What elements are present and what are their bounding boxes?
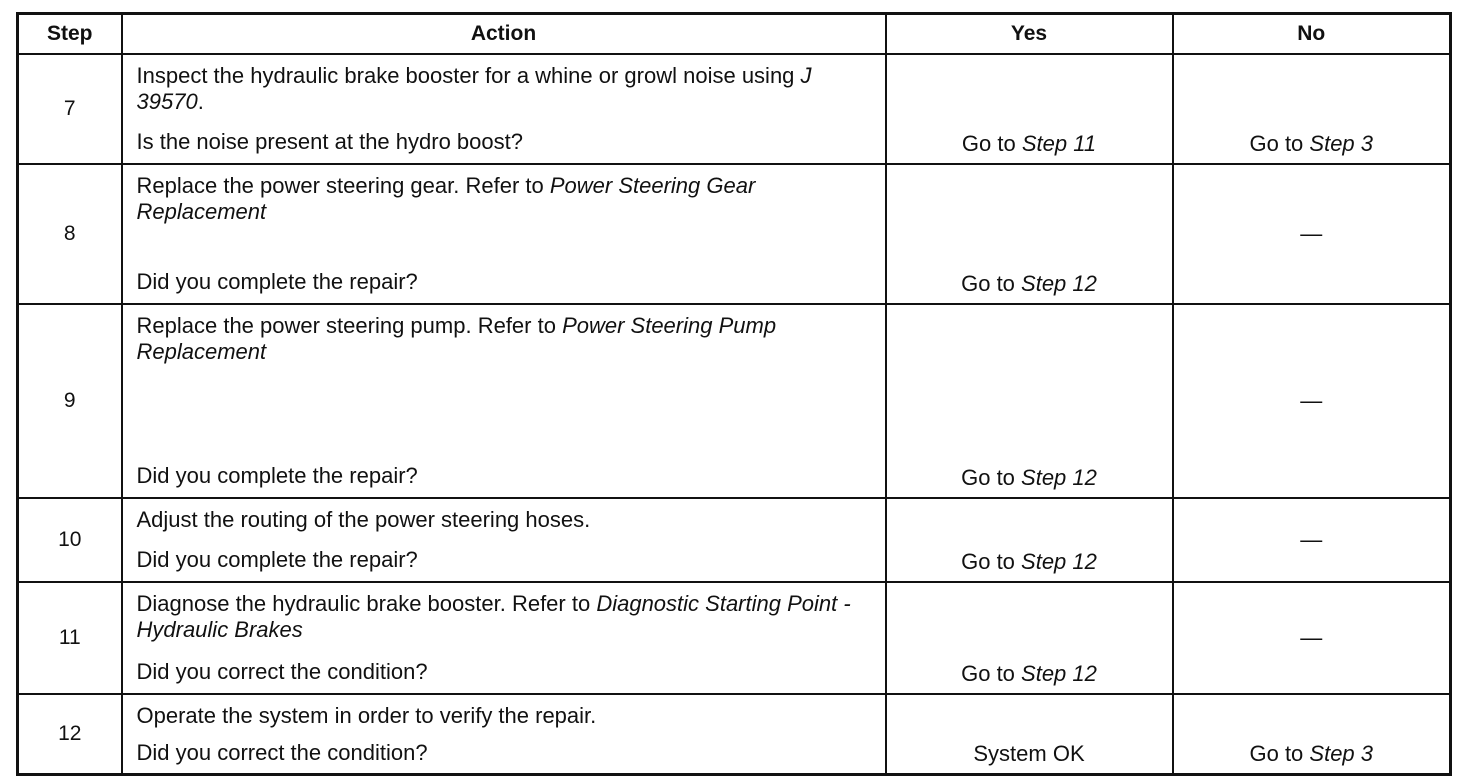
- text-segment: Go to: [1249, 741, 1310, 766]
- text-segment: Inspect the hydraulic brake booster for a whine or growl noise using: [136, 63, 801, 88]
- yes-result: [886, 582, 1173, 694]
- no-result: [1173, 164, 1451, 304]
- reference-text: Diagnostic Starting Point - Hydraulic Brakes: [136, 591, 851, 642]
- action-content: [137, 695, 871, 772]
- reference-text: Step 3: [1309, 131, 1374, 156]
- text-segment: Go to: [961, 131, 1022, 156]
- reference-text: Step 11: [1021, 131, 1097, 156]
- text-segment: System OK: [973, 741, 1085, 766]
- step-column-header: Step: [18, 14, 122, 55]
- action-question: Did you correct the condition?: [136, 659, 428, 684]
- action-instruction: [137, 165, 871, 225]
- reference-text: Step 12: [1021, 465, 1097, 490]
- action-content: [137, 305, 871, 495]
- not-applicable-dash: —: [1300, 221, 1323, 246]
- reference-text: J 39570: [136, 63, 812, 114]
- action-content: [137, 499, 871, 579]
- step-number: 10: [18, 498, 122, 582]
- action-cell: [122, 582, 886, 694]
- no-result: [1173, 304, 1451, 498]
- action-cell: [122, 498, 886, 582]
- diagnostic-table: [16, 12, 1452, 776]
- header-row: [18, 14, 1451, 55]
- action-instruction: [137, 305, 871, 365]
- table-row: [18, 304, 1451, 498]
- text-segment: .: [197, 89, 204, 114]
- text-segment: Diagnose the hydraulic brake booster. Refer to: [136, 591, 597, 616]
- action-question: Did you complete the repair?: [136, 269, 418, 294]
- text-segment: Replace the power steering gear. Refer to: [136, 173, 550, 198]
- no-result: [1173, 498, 1451, 582]
- yes-column-header: Yes: [886, 14, 1173, 55]
- action-content: [137, 583, 871, 691]
- action-instruction: [137, 695, 871, 729]
- action-cell: [122, 54, 886, 164]
- no-result: [1173, 694, 1451, 775]
- reference-text: Step 3: [1309, 741, 1374, 766]
- no-result: [1173, 582, 1451, 694]
- yes-result: [886, 164, 1173, 304]
- table-row: [18, 694, 1451, 775]
- no-result: [1173, 54, 1451, 164]
- not-applicable-dash: —: [1300, 527, 1323, 552]
- reference-text: Step 12: [1021, 661, 1097, 686]
- yes-result: [886, 54, 1173, 164]
- yes-result: [886, 304, 1173, 498]
- step-number: 11: [18, 582, 122, 694]
- action-cell: [122, 694, 886, 775]
- table-row: [18, 54, 1451, 164]
- not-applicable-dash: —: [1300, 625, 1323, 650]
- no-column-header: No: [1173, 14, 1451, 55]
- yes-result: [886, 498, 1173, 582]
- step-number: 12: [18, 694, 122, 775]
- action-question: Did you correct the condition?: [136, 739, 428, 765]
- action-question: Did you complete the repair?: [136, 547, 418, 572]
- action-question: Is the noise present at the hydro boost?: [136, 129, 523, 154]
- action-instruction: [137, 499, 871, 533]
- reference-text: Power Steering Pump Replacement: [136, 313, 777, 364]
- yes-result: [886, 694, 1173, 775]
- text-segment: Go to: [961, 271, 1022, 296]
- action-cell: [122, 304, 886, 498]
- text-segment: Go to: [961, 465, 1022, 490]
- text-segment: Go to: [1249, 131, 1310, 156]
- table-row: [18, 498, 1451, 582]
- text-segment: Adjust the routing of the power steering hoses.: [136, 507, 591, 532]
- action-content: [137, 55, 871, 161]
- reference-text: Power Steering Gear Replacement: [136, 173, 756, 224]
- table-row: [18, 582, 1451, 694]
- action-question: Did you complete the repair?: [136, 463, 418, 488]
- reference-text: Step 12: [1021, 549, 1097, 574]
- action-content: [137, 165, 871, 301]
- not-applicable-dash: —: [1300, 388, 1323, 413]
- text-segment: Replace the power steering pump. Refer to: [136, 313, 563, 338]
- text-segment: Operate the system in order to verify the repair.: [136, 703, 597, 728]
- reference-text: Step 12: [1021, 271, 1097, 296]
- action-column-header: Action: [122, 14, 886, 55]
- action-cell: [122, 164, 886, 304]
- step-number: 8: [18, 164, 122, 304]
- action-instruction: [137, 583, 871, 643]
- step-number: 7: [18, 54, 122, 164]
- text-segment: Go to: [961, 549, 1022, 574]
- table-row: [18, 164, 1451, 304]
- action-instruction: [137, 55, 871, 115]
- text-segment: Go to: [961, 661, 1022, 686]
- step-number: 9: [18, 304, 122, 498]
